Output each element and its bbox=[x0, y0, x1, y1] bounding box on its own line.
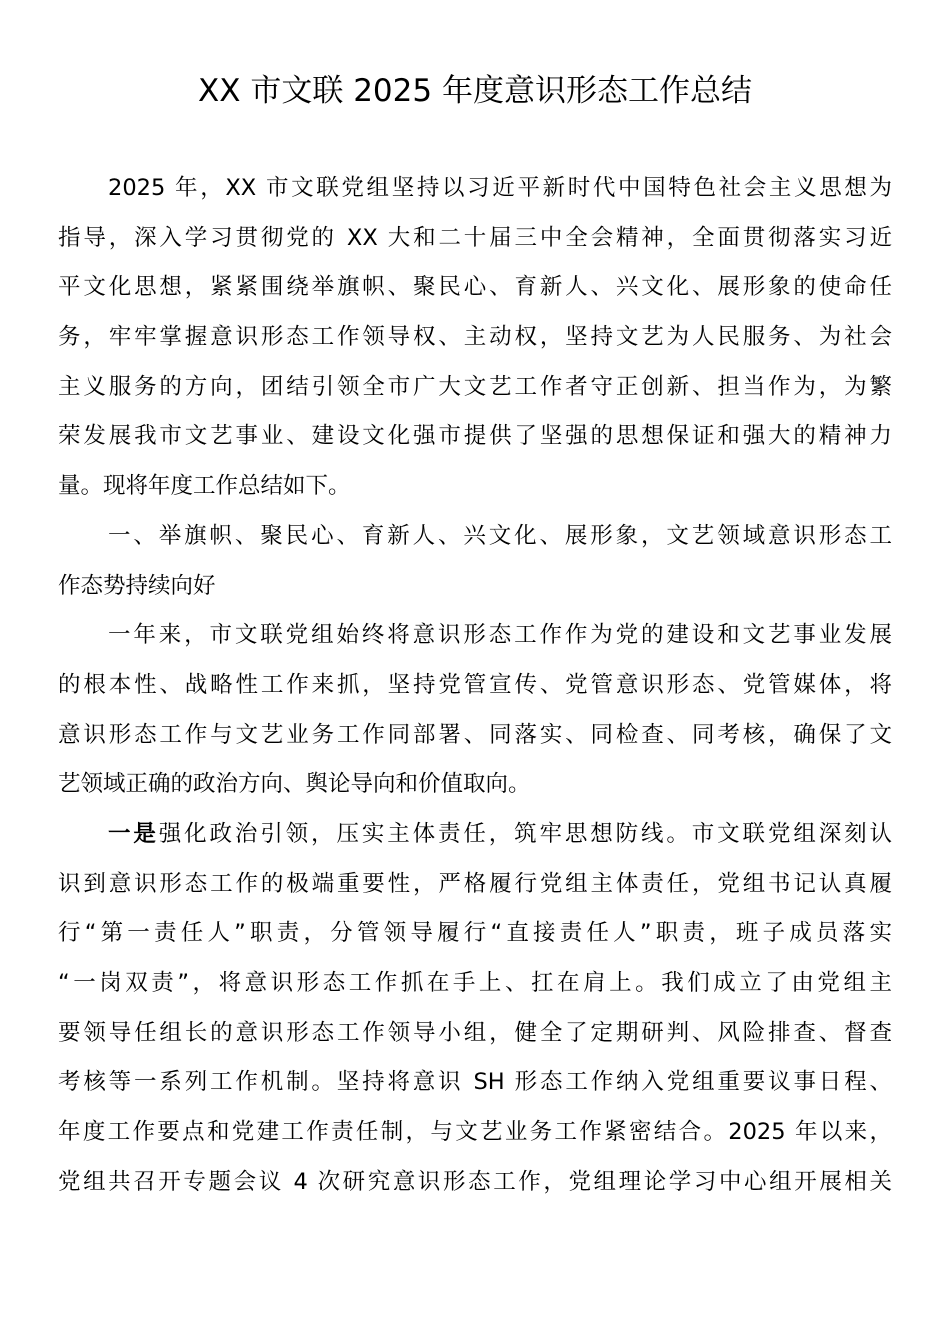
document-body bbox=[58, 164, 892, 1207]
lead-text: 强化政治引领，压实主体责任，筑牢思想防线。市文联党组深刻认 bbox=[158, 820, 892, 847]
text-line: 指导，深入学习贯彻党的 XX 大和二十届三中全会精神，全面贯彻落实习近 bbox=[58, 224, 892, 251]
text-line: 量。现将年度工作总结如下。 bbox=[58, 473, 351, 500]
text-line: 一年来，市文联党组始终将意识形态工作作为党的建设和文艺事业发展 bbox=[108, 622, 892, 649]
text-line: 要领导任组长的意识形态工作领导小组，健全了定期研判、风险排查、督查 bbox=[58, 1019, 892, 1046]
text-line: 意识形态工作与文艺业务工作同部署、同落实、同检查、同考核，确保了文 bbox=[58, 721, 892, 748]
text-line: 年度工作要点和党建工作责任制，与文艺业务工作紧密结合。2025 年以来， bbox=[58, 1119, 892, 1146]
text-line bbox=[58, 810, 892, 860]
text-line: 2025 年，XX 市文联党组坚持以习近平新时代中国特色社会主义思想为 bbox=[108, 175, 892, 201]
text-line: 考核等一系列工作机制。坚持将意识 SH 形态工作纳入党组重要议事日程、 bbox=[58, 1069, 892, 1096]
lead-bold-label: 一是 bbox=[108, 820, 159, 847]
text-line: 党组共召开专题会议 4 次研究意识形态工作，党组理论学习中心组开展相关 bbox=[58, 1168, 892, 1195]
section-heading-1 bbox=[58, 512, 892, 611]
heading-line: 一、举旗帜、聚民心、育新人、兴文化、展形象，文艺领域意识形态工 bbox=[108, 522, 892, 549]
text-line: 主义服务的方向，团结引领全市广大文艺工作者守正创新、担当作为，为繁 bbox=[58, 373, 892, 400]
text-line: 识到意识形态工作的极端重要性，严格履行党组主体责任，党组书记认真履 bbox=[58, 870, 892, 897]
paragraph-point-one bbox=[58, 810, 892, 1208]
text-line: 的根本性、战略性工作来抓，坚持党管宣传、党管意识形态、党管媒体，将 bbox=[58, 671, 892, 698]
text-line: “一岗双责”，将意识形态工作抓在手上、扛在肩上。我们成立了由党组主 bbox=[58, 970, 892, 996]
text-line: 行“第一责任人”职责，分管领导履行“直接责任人”职责，班子成员落实 bbox=[58, 920, 892, 947]
text-line: 荣发展我市文艺事业、建设文化强市提供了坚强的思想保证和强大的精神力 bbox=[58, 423, 892, 450]
text-line: 平文化思想，紧紧围绕举旗帜、聚民心、育新人、兴文化、展形象的使命任 bbox=[58, 274, 892, 301]
text-line: 艺领域正确的政治方向、舆论导向和价值取向。 bbox=[58, 771, 531, 798]
paragraph-overview bbox=[58, 611, 892, 810]
heading-line: 作态势持续向好 bbox=[58, 572, 216, 599]
document-title: XX 市文联 2025 年度意识形态工作总结 bbox=[198, 73, 752, 109]
text-line: 务，牢牢掌握意识形态工作领导权、主动权，坚持文艺为人民服务、为社会 bbox=[58, 324, 892, 351]
paragraph-intro bbox=[58, 164, 892, 512]
